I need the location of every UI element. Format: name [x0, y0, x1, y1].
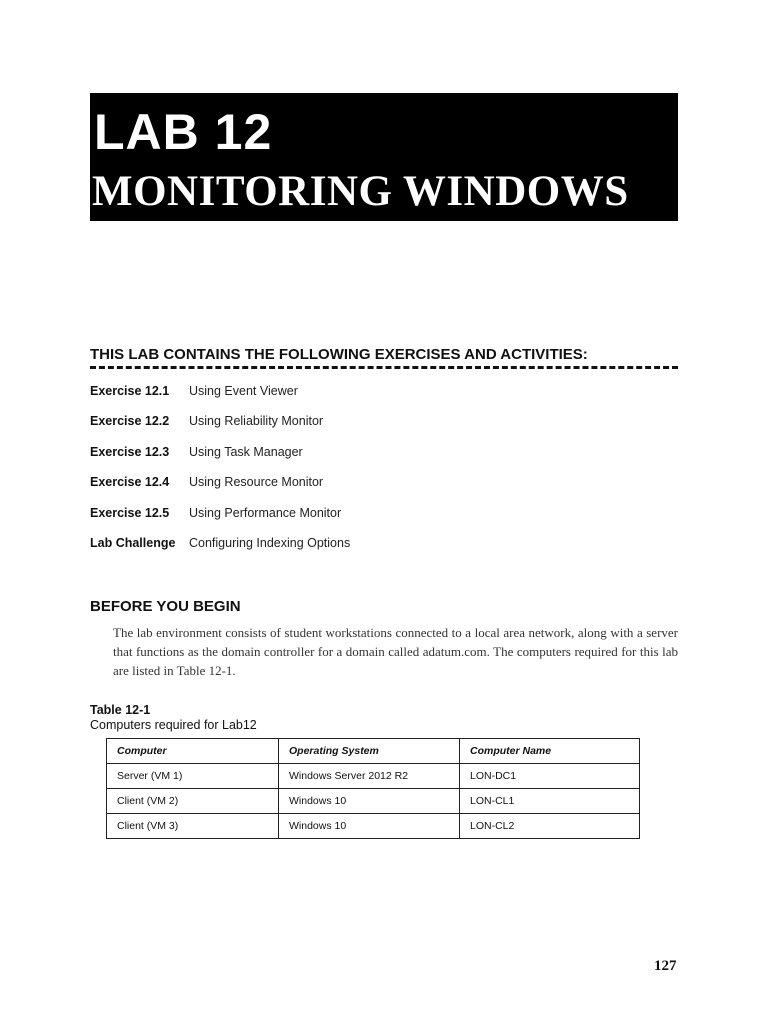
exercise-label: Lab Challenge	[90, 535, 176, 550]
table-cell: LON-DC1	[460, 764, 640, 789]
contents-heading: THIS LAB CONTAINS THE FOLLOWING EXERCISES AND ACTIVITIES:	[90, 346, 588, 363]
exercise-label: Exercise 12.1	[90, 384, 170, 398]
page-number: 127	[654, 958, 677, 974]
list-item	[90, 443, 678, 473]
table-cell: Windows 10	[279, 814, 460, 839]
before-you-begin-heading: BEFORE YOU BEGIN	[90, 598, 241, 615]
exercise-title: Using Reliability Monitor	[189, 414, 324, 429]
exercise-title: Using Resource Monitor	[189, 475, 324, 490]
list-item	[90, 382, 678, 412]
lab-title: MONITORING WINDOWS	[92, 168, 629, 215]
table-label: Table 12-1	[90, 703, 151, 717]
column-header: Operating System	[279, 739, 460, 764]
chapter-title-banner	[90, 93, 678, 221]
dashed-divider	[90, 366, 678, 369]
table-row	[107, 764, 640, 789]
exercise-label: Exercise 12.5	[90, 505, 170, 520]
exercise-list	[90, 382, 678, 564]
table-cell: Windows Server 2012 R2	[279, 764, 460, 789]
column-header: Computer	[107, 739, 279, 764]
lab-number: LAB 12	[94, 104, 273, 160]
table-cell: LON-CL2	[460, 814, 640, 839]
table-row	[107, 814, 640, 839]
table-cell: Windows 10	[279, 789, 460, 814]
table-cell: Client (VM 3)	[107, 814, 279, 839]
computers-table	[106, 738, 640, 839]
list-item	[90, 504, 678, 534]
column-header: Computer Name	[460, 739, 640, 764]
exercise-title: Using Performance Monitor	[189, 505, 342, 520]
exercise-label: Exercise 12.2	[90, 414, 170, 429]
exercise-title: Using Event Viewer	[189, 384, 298, 398]
table-cell: Client (VM 2)	[107, 789, 279, 814]
table-header-row	[107, 739, 640, 764]
table-row	[107, 789, 640, 814]
table-cell: LON-CL1	[460, 789, 640, 814]
exercise-title: Using Task Manager	[189, 444, 303, 459]
table-cell: Server (VM 1)	[107, 764, 279, 789]
intro-paragraph: The lab environment consists of student workstations connected to a local area network, along with a server that functions as the domain controller for a domain called adatum.com. The computers required for this lab are listed in Table 12-1.	[113, 625, 678, 678]
exercise-title: Configuring Indexing Options	[189, 535, 351, 550]
list-item	[90, 534, 678, 564]
exercise-label: Exercise 12.4	[90, 475, 170, 490]
list-item	[90, 412, 678, 442]
exercise-label: Exercise 12.3	[90, 444, 170, 459]
list-item	[90, 473, 678, 503]
table-caption: Computers required for Lab12	[90, 718, 257, 732]
